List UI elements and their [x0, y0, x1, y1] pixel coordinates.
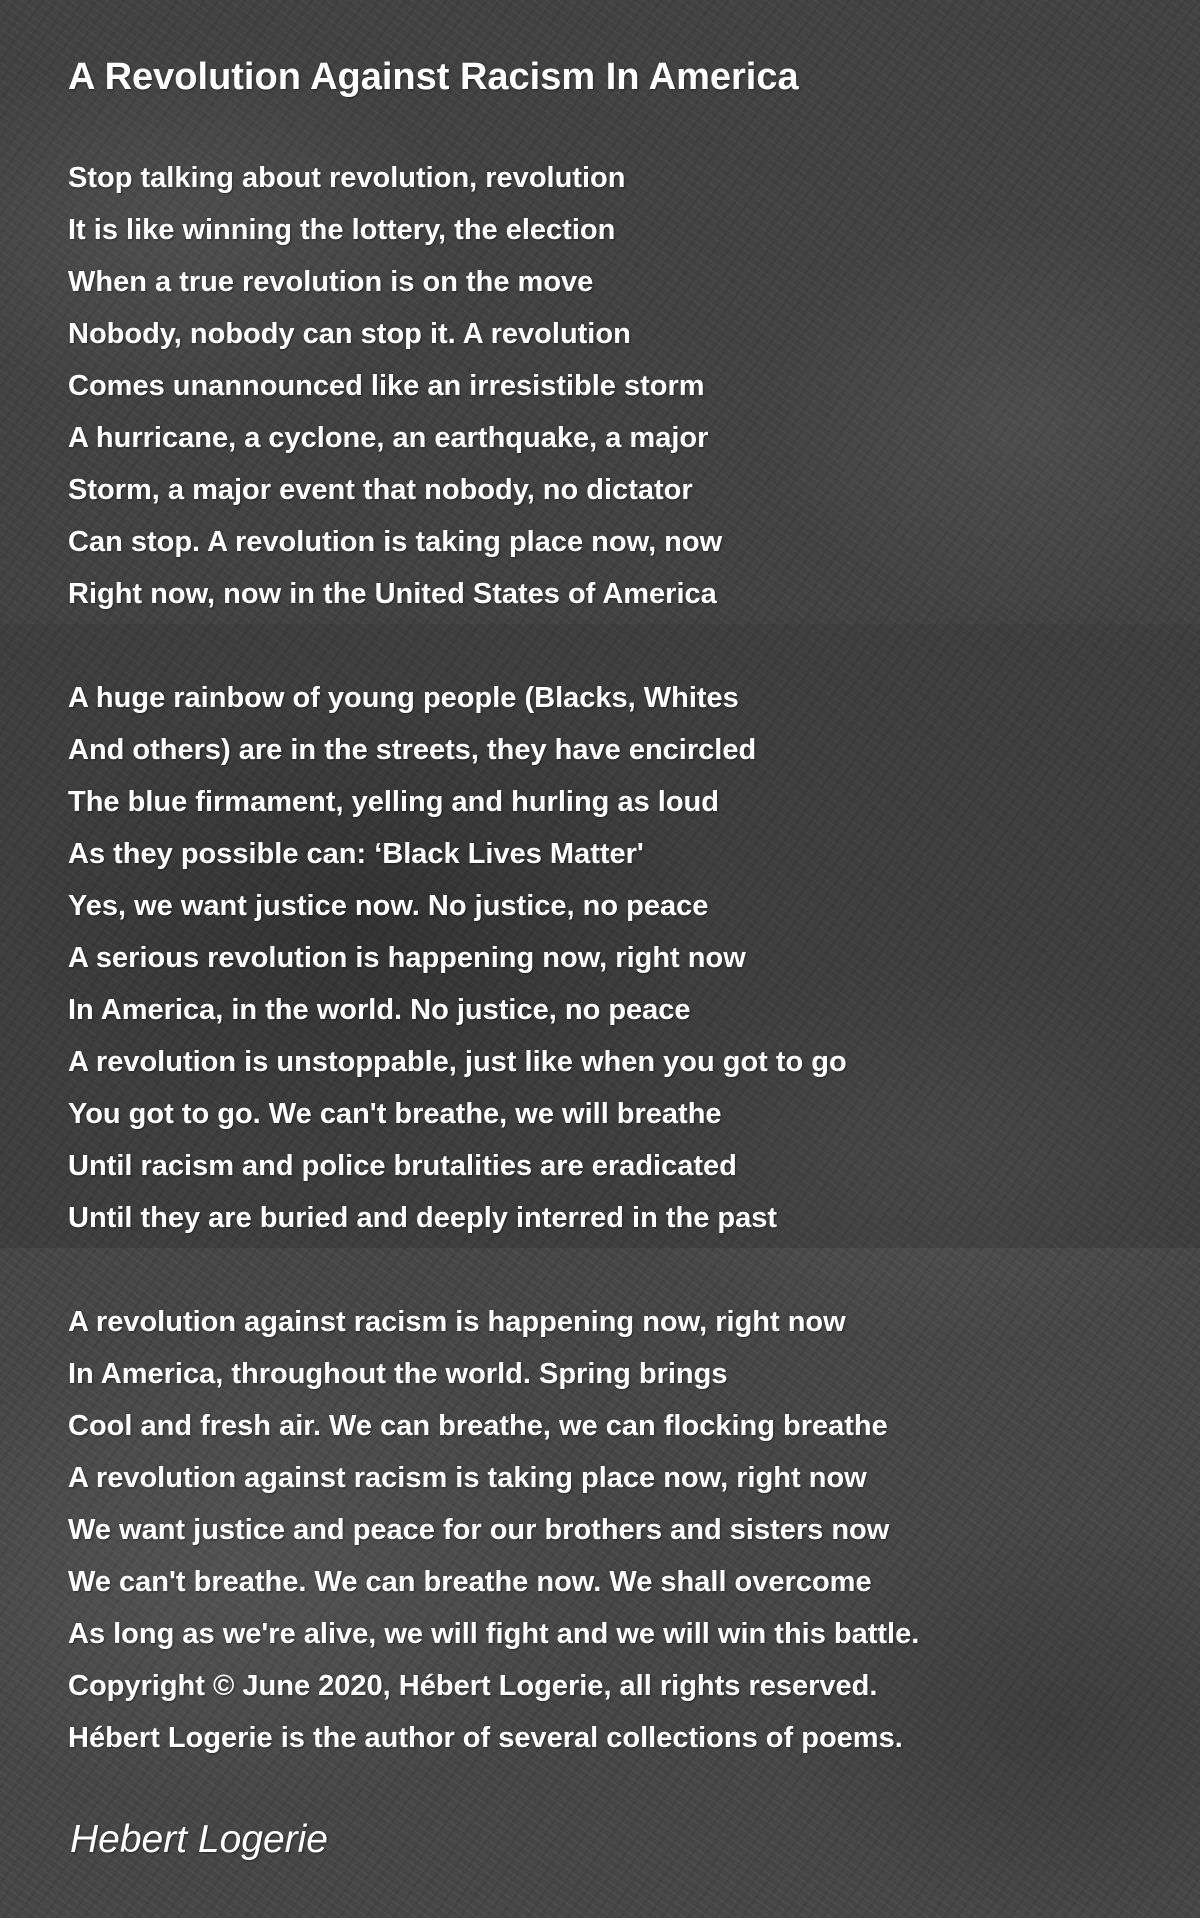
poem-line: A hurricane, a cyclone, an earthquake, a major — [68, 422, 709, 454]
poem-line: Right now, now in the United States of America — [68, 578, 717, 610]
poem-line: Can stop. A revolution is taking place now, now — [68, 526, 723, 558]
poem-line: As long as we're alive, we will fight and we will win this battle. — [68, 1618, 920, 1650]
author-note-line: Hébert Logerie is the author of several collections of poems. — [68, 1722, 903, 1754]
poem-line: The blue firmament, yelling and hurling as loud — [68, 786, 719, 818]
poem-line: In America, in the world. No justice, no peace — [68, 994, 691, 1026]
stanza-1 — [68, 152, 1158, 620]
poem-line: And others) are in the streets, they have encircled — [68, 734, 757, 766]
poem-line: A huge rainbow of young people (Blacks, Whites — [68, 682, 739, 714]
poem-line: It is like winning the lottery, the election — [68, 214, 616, 246]
poem-line: Yes, we want justice now. No justice, no peace — [68, 890, 709, 922]
copyright-line: Copyright © June 2020, Hébert Logerie, all rights reserved. — [68, 1670, 878, 1702]
poem-line: We can't breathe. We can breathe now. We shall overcome — [68, 1566, 872, 1598]
poem-line: A revolution is unstoppable, just like when you got to go — [68, 1046, 847, 1078]
poem-line: When a true revolution is on the move — [68, 266, 594, 298]
poem-line: We want justice and peace for our brothers and sisters now — [68, 1514, 890, 1546]
poem-line: Storm, a major event that nobody, no dictator — [68, 474, 693, 506]
poem-line: A revolution against racism is taking place now, right now — [68, 1462, 867, 1494]
author-signature: Hebert Logerie — [70, 1818, 328, 1861]
poem-line: A revolution against racism is happening now, right now — [68, 1306, 846, 1338]
poem-line: You got to go. We can't breathe, we will breathe — [68, 1098, 722, 1130]
poem-title: A Revolution Against Racism In America — [68, 56, 799, 98]
stanza-2 — [68, 672, 1158, 1244]
poem-line: Cool and fresh air. We can breathe, we can flocking breathe — [68, 1410, 888, 1442]
poem-line: Nobody, nobody can stop it. A revolution — [68, 318, 631, 350]
poem-line: A serious revolution is happening now, right now — [68, 942, 746, 974]
poem-line: In America, throughout the world. Spring brings — [68, 1358, 728, 1390]
poem-line: Until they are buried and deeply interred in the past — [68, 1202, 778, 1234]
poem-line: Until racism and police brutalities are eradicated — [68, 1150, 737, 1182]
poem-line: Comes unannounced like an irresistible storm — [68, 370, 705, 402]
stanza-3 — [68, 1296, 1158, 1764]
poem-line: As they possible can: ‘Black Lives Matter' — [68, 838, 644, 870]
poem-line: Stop talking about revolution, revolution — [68, 162, 626, 194]
poem-container — [68, 48, 1158, 1764]
